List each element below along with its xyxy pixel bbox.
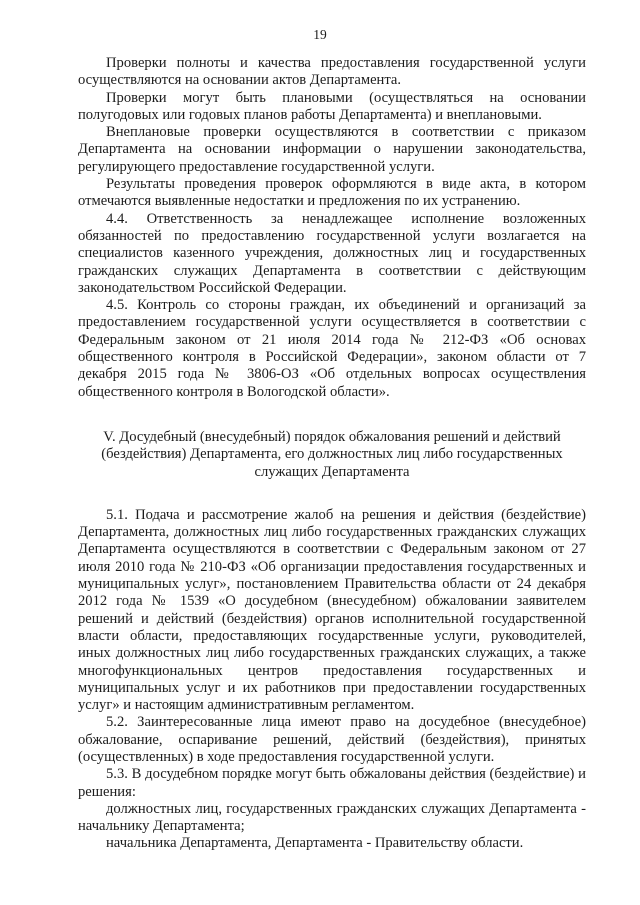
paragraph-5-2: 5.2. Заинтересованные лица имеют право на досудебное (внесудебное) обжалование, оспаривание решений, действий (бездействия), принятых (осуществленных) в ходе предоставления государственной услуги. [78, 714, 586, 765]
paragraph-5-3: 5.3. В досудебном порядке могут быть обжалованы действия (бездействие) и решения: [78, 766, 586, 800]
paragraph-appeal-officials: должностных лиц, государственных гражданских служащих Департамента - начальнику Департамента; [78, 800, 586, 835]
paragraph-5-1: 5.1. Подача и рассмотрение жалоб на решения и действия (бездействие) Департамента, должностных лиц либо государственных гражданских служащих Департамента осуществляются в соответствии с Федеральным законом от 27 июля 2010 года № 210-ФЗ «Об организации предоставления государственных и муниципальных услуг», постановлением Правительства области от 24 декабря 2012 года № 1539 «О досудебном (внесудебном) обжаловании заявителем решений и действий (бездействия) органов исполнительной государственной власти области, предоставляющих государственные услуги, руководителей, иных должностных лиц либо государственных гражданских служащих, а также многофункциональных центров предоставления государственных и муниципальных услуг и их работников при предоставлении государственных услуг» и настоящим административным регламентом. [78, 506, 586, 714]
section-v-heading-line-2: (бездействия) Департамента, его должностных лиц либо государственных [101, 446, 563, 463]
paragraph-check-results: Результаты проведения проверок оформляются в виде акта, в котором отмечаются выявленные недостатки и предложения по их устранению. [78, 176, 586, 210]
paragraph-checks-basis: Проверки полноты и качества предоставления государственной услуги осуществляются на основании актов Департамента. [78, 55, 586, 89]
section-v-heading-line-1: V. Досудебный (внесудебный) порядок обжалования решений и действий [103, 428, 561, 445]
page-number: 19 [313, 27, 327, 42]
paragraph-appeal-head: начальника Департамента, Департамента - Правительству области. [106, 835, 524, 852]
paragraph-unscheduled-checks: Внеплановые проверки осуществляются в соответствии с приказом Департамента на основании информации о нарушении законодательства, регулирующего предоставление государственной услуги. [78, 124, 586, 175]
page-text [78, 55, 586, 853]
paragraph-4-5: 4.5. Контроль со стороны граждан, их объединений и организаций за предоставлением государственной услуги осуществляется в соответствии с Федеральным законом от 21 июля 2014 года № 212-ФЗ «Об основах общественного контроля в Российской Федерации», законом области от 7 декабря 2015 года № 3806-ОЗ «Об отдельных вопросах осуществления общественного контроля в Вологодской области». [78, 297, 586, 400]
paragraph-checks-types: Проверки могут быть плановыми (осуществляться на основании полугодовых или годовых планов работы Департамента) и внеплановыми. [78, 89, 586, 123]
section-v-heading [78, 429, 586, 481]
paragraph-4-4: 4.4. Ответственность за ненадлежащее исполнение возложенных обязанностей по предоставлению государственной услуги возлагается на специалистов казенного учреждения, должностных лиц и государственных гражданских служащих Департамента в соответствии с действующим законодательством Российской Федерации. [78, 210, 586, 296]
section-v-heading-line-3: служащих Департамента [254, 463, 410, 480]
